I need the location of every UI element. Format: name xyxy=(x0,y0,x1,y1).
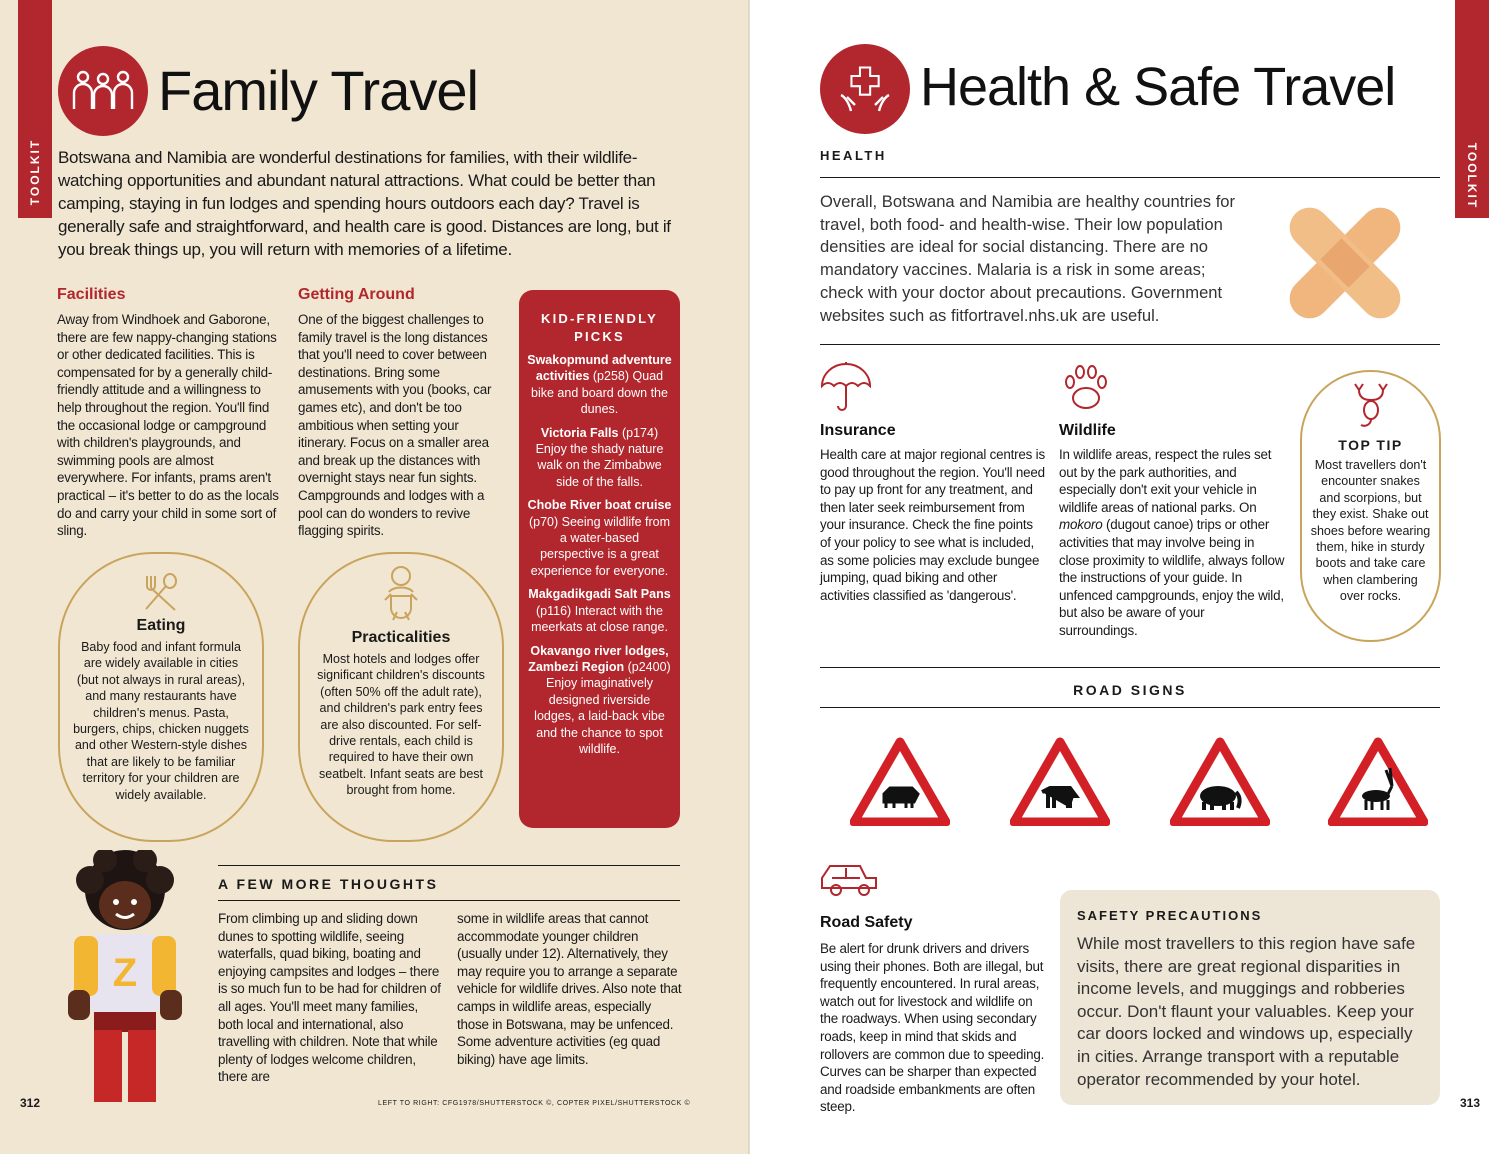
car-icon xyxy=(818,860,880,900)
intro-paragraph: Botswana and Namibia are wonderful destinations for families, with their wildlife-watching opportunities and abundant natural attractions. What could be better than camping, staying in fun lodges and spending hours outdoors each day? Travel is generally safe and straightforward, and health care is good. Distances are long, but if you break things up, you will return with memories of a lifetime. xyxy=(58,148,671,259)
svg-text:Z: Z xyxy=(112,951,138,995)
thoughts-heading: A FEW MORE THOUGHTS xyxy=(218,876,439,892)
practicalities-heading: Practicalities xyxy=(351,629,451,646)
cutlery-icon xyxy=(141,572,181,612)
facilities-heading: Facilities xyxy=(57,286,126,303)
kid-pick: Chobe River boat cruise (p70) Seeing wildlife from a water-based perspective is a great experience for everyone. xyxy=(527,498,672,578)
page-title: Health & Safe Travel xyxy=(920,57,1396,117)
practicalities-card xyxy=(298,552,504,842)
health-icon xyxy=(820,44,910,134)
toolkit-tab-right[interactable]: TOOLKIT xyxy=(1455,0,1489,218)
baby-icon xyxy=(379,564,423,624)
insurance-body: Health care at major regional centres is good throughout the region. You'll need to pay up front for any treatment, and then later seek reimbursement from your insurance. Check the fine points of your policy to see what is included, as some policies may exclude bungee jumping, quad biking and other activities classified as 'dangerous'. xyxy=(820,447,1045,603)
kid-pick: Makgadikgadi Salt Pans (p116) Interact with the meerkats at close range. xyxy=(528,587,671,635)
top-tip-body: Most travellers don't encounter snakes and scorpions, but they exist. Shake out shoes before wearing them, hike in sturdy boots and take care when clambering over rocks. xyxy=(1310,458,1431,604)
safety-heading: SAFETY PRECAUTIONS xyxy=(1077,908,1263,923)
eating-card xyxy=(58,552,264,842)
thoughts-col-2: some in wildlife areas that cannot accommodate younger children (usually under 12). Alternatively, they may require you to arrange a separate vehicle for wildlife drives. Also note that camps in wildlife areas, especially those in Botswana, may be unfenced. Some adventure activities (eg quad biking) have age limits. xyxy=(457,911,682,1067)
family-icon xyxy=(58,46,148,136)
page-title: Family Travel xyxy=(158,59,478,122)
antelope-sign-icon xyxy=(1328,736,1428,826)
divider xyxy=(218,900,680,901)
toy-figure-photo xyxy=(60,850,190,1110)
health-body: Overall, Botswana and Namibia are healthy countries for travel, both food- and health-wise. Their low population densities are ideal for social distancing. There are no mandatory vaccines. Malaria is a risk in some areas; check with your doctor about precautions. Government websites such as fitfortravel.nhs.uk are useful. xyxy=(820,192,1236,325)
facilities-body: Away from Windhoek and Gaborone, there are few nappy-changing stations or other dedicated facilities. This is compensated for by a generally child-friendly attitude and a willingness to help throughout the region. You'll find the occasional lodge or campground with children's playgrounds, and swimming pools are almost everywhere. For infants, prams aren't practical – it's better to do as the locals do and carry your child in some sort of sling. xyxy=(57,312,279,539)
top-tip-heading: TOP TIP xyxy=(1338,437,1403,453)
safety-body: While most travellers to this region have safe visits, there are great regional disparities in income levels, and muggings and robberies occur. Don't flaunt your valuables. Keep your car doors locked and windows up, especially in cities. Arrange transport with a reputable operator recommended by your hotel. xyxy=(1077,934,1416,1089)
wildlife-heading: Wildlife xyxy=(1059,422,1116,439)
divider xyxy=(820,667,1440,668)
road-signs-heading: ROAD SIGNS xyxy=(1073,682,1187,698)
getting-around-heading: Getting Around xyxy=(298,286,415,303)
hyena-sign-icon xyxy=(1010,736,1110,826)
getting-around-body: One of the biggest challenges to family travel is the long distances that you'll need to cover between destinations. Bring some amusements with you (books, car games etc), and don't be too ambitious when setting your itinerary. Focus on a smaller area and break up the distances with overnight stays near fun sights. Campgrounds and lodges with a pool can do wonders to revive flagging spirits. xyxy=(298,312,492,539)
road-safety-heading: Road Safety xyxy=(820,914,913,931)
elephant-sign-icon xyxy=(1170,736,1270,826)
kid-friendly-heading: KID-FRIENDLY PICKS xyxy=(541,311,658,344)
wildlife-body: In wildlife areas, respect the rules set out by the park authorities, and especially don't exit your vehicle in wildlife areas of national parks. On mokoro (dugout canoe) trips or other activities that may involve being in close proximity to wildlife, always follow the instructions of your guide. In unfenced campgrounds, enjoy the wild, but also be aware of your surroundings. xyxy=(1059,447,1285,638)
road-safety-body: Be alert for drunk drivers and drivers using their phones. Both are illegal, but frequently encountered. In rural areas, watch out for livestock and wildlife on the roadways. When using secondary roads, keep in mind that skids and rollovers are common due to speeding. Curves can be sharper than expected and roadside embankments are often steep. xyxy=(820,941,1045,1115)
health-heading: HEALTH xyxy=(820,148,887,163)
eating-body: Baby food and infant formula are widely available in cities (but not always in rural areas), and many restaurants have children's menus. Pasta, burgers, chips, chicken nuggets and other Western-style dishes that are likely to be familiar territory for your children are widely available. xyxy=(73,640,249,802)
thoughts-col-1: From climbing up and sliding down dunes to spotting wildlife, seeing waterfalls, quad biking, boating and enjoying campsites and lodges – there is so much fun to be had for children of all ages. You'll meet many families, both local and international, also travelling with children. Note that while plenty of lodges welcome children, there are xyxy=(218,911,441,1085)
umbrella-icon xyxy=(820,360,872,412)
page-number: 312 xyxy=(20,1096,41,1110)
safety-precautions-box xyxy=(1060,890,1440,1105)
divider xyxy=(820,344,1440,345)
page-number: 313 xyxy=(1460,1096,1481,1110)
divider xyxy=(820,707,1440,708)
divider xyxy=(218,865,680,866)
warthog-sign-icon xyxy=(850,736,950,826)
toolkit-tab-left[interactable]: TOOLKIT xyxy=(18,0,52,218)
kid-pick: Okavango river lodges, Zambezi Region (p2400) Enjoy imaginatively designed riverside lodges, a laid-back vibe and the chance to spot wildlife. xyxy=(528,643,671,756)
kid-friendly-box xyxy=(519,290,680,828)
top-tip-card xyxy=(1300,370,1441,642)
plaster-icon xyxy=(1270,188,1420,338)
practicalities-body: Most hotels and lodges offer significant children's discounts (often 50% off the adult rate), and children's park entry fees are also discounted. For self-drive rentals, each child is required to have their own seatbelt. Infant seats are best brought from home. xyxy=(317,652,485,798)
insurance-heading: Insurance xyxy=(820,422,896,439)
photo-credit: LEFT TO RIGHT: CFG1978/SHUTTERSTOCK ©, COPTER PIXEL/SHUTTERSTOCK © xyxy=(378,1100,691,1107)
kid-pick: Victoria Falls (p174) Enjoy the shady nature walk on the Zimbabwe side of the falls. xyxy=(535,425,664,489)
divider xyxy=(820,177,1440,178)
kid-pick: Swakopmund adventure activities (p258) Quad bike and board down the dunes. xyxy=(527,353,672,417)
eating-heading: Eating xyxy=(136,617,186,634)
paw-icon xyxy=(1058,358,1114,414)
scorpion-icon xyxy=(1349,380,1393,432)
